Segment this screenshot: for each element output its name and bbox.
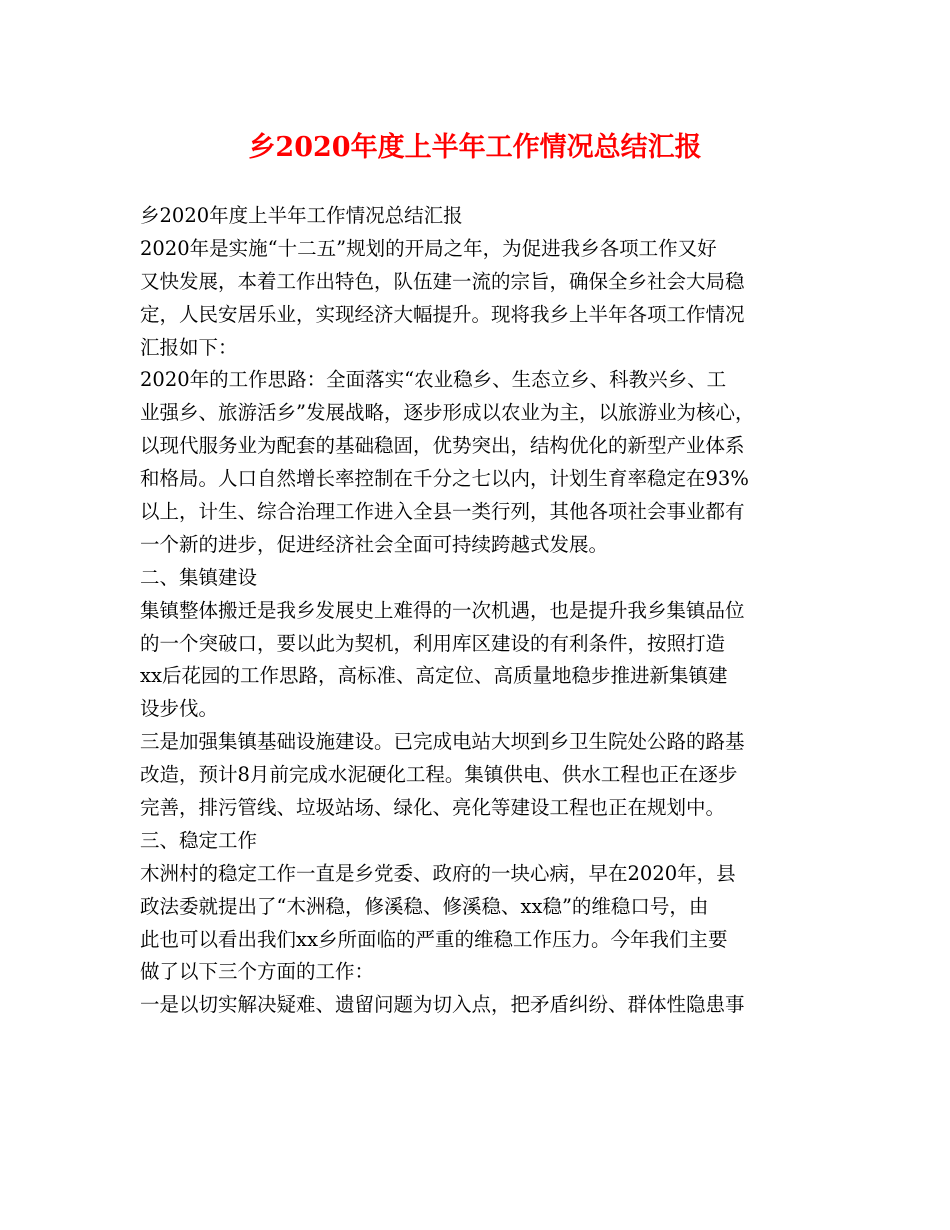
- body-line: 2020年是实施“十二五”规划的开局之年，为促进我乡各项工作又好: [140, 236, 717, 260]
- section-heading: 二、集镇建设: [140, 565, 258, 589]
- body-line: 以现代服务业为配套的基础稳固，优势突出，结构优化的新型产业体系: [140, 434, 745, 458]
- body-line: 做了以下三个方面的工作：: [140, 960, 375, 984]
- document-body: [140, 200, 812, 1022]
- body-line: 以上，计生、综合治理工作进入全县一类行列，其他各项社会事业都有: [140, 500, 745, 524]
- body-line: 和格局。人口自然增长率控制在千分之七以内，计划生育率稳定在93%: [140, 467, 749, 491]
- body-line: 定，人民安居乐业，实现经济大幅提升。现将我乡上半年各项工作情况: [140, 302, 745, 326]
- body-line: 一是以切实解决疑难、遗留问题为切入点，把矛盾纠纷、群体性隐患事: [140, 993, 745, 1017]
- body-line: 一个新的进步，促进经济社会全面可持续跨越式发展。: [140, 532, 609, 556]
- body-line: 的一个突破口，要以此为契机，利用库区建设的有利条件，按照打造: [140, 631, 726, 655]
- body-line: 2020年的工作思路：全面落实“农业稳乡、生态立乡、科教兴乡、工: [140, 368, 727, 392]
- body-line: 此也可以看出我们xx乡所面临的严重的维稳工作压力。今年我们主要: [140, 927, 728, 951]
- body-line: 乡2020年度上半年工作情况总结汇报: [140, 204, 463, 227]
- body-line: 又快发展，本着工作出特色，队伍建一流的宗旨，确保全乡社会大局稳: [140, 269, 745, 293]
- body-line: 木洲村的稳定工作一直是乡党委、政府的一块心病，早在2020年，县: [140, 861, 736, 885]
- body-line: 汇报如下：: [140, 335, 238, 359]
- body-line: 集镇整体搬迁是我乡发展史上难得的一次机遇，也是提升我乡集镇品位: [140, 598, 745, 622]
- document-title: 乡2020年度上半年工作情况总结汇报: [248, 132, 702, 163]
- body-line: 改造，预计8月前完成水泥硬化工程。集镇供电、供水工程也正在逐步: [140, 763, 738, 787]
- body-line: 业强乡、旅游活乡”发展战略，逐步形成以农业为主，以旅游业为核心，: [140, 401, 755, 425]
- body-line: xx后花园的工作思路，高标准、高定位、高质量地稳步推进新集镇建: [140, 664, 728, 688]
- body-line: 完善，排污管线、垃圾站场、绿化、亮化等建设工程也正在规划中。: [140, 796, 726, 820]
- body-line: 设步伐。: [140, 697, 219, 721]
- body-line: 政法委就提出了“木洲稳，修溪稳、修溪稳、xx稳”的维稳口号，由: [140, 894, 709, 918]
- body-line: 三是加强集镇基础设施建设。已完成电站大坝到乡卫生院处公路的路基: [140, 730, 745, 754]
- section-heading: 三、稳定工作: [140, 828, 258, 852]
